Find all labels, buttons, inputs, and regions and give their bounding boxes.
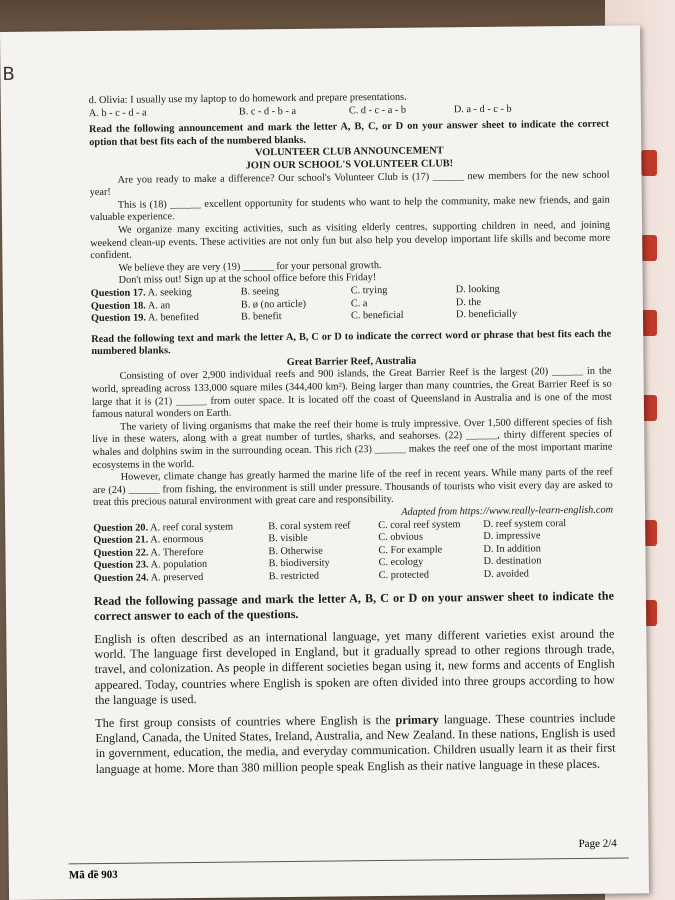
option: D. the (455, 296, 482, 308)
emphasized-word: primary (395, 712, 439, 727)
binder-tab (641, 235, 657, 261)
option: B. ø (no article) (240, 298, 307, 310)
option: C. a (350, 297, 368, 309)
margin-note: B (2, 63, 15, 85)
question-label: Question 19. (90, 312, 146, 325)
section2-paragraph: The variety of living organisms that make the reef their home is truly impressive. Over 1,500 different species of fish live in these waters, along with a great number of turtles, sharks, and seahorses. (22) ______, thirty different species of whales and dolphins swim in the surrounding ocean. This rich (23) ______ makes the reef one of the most important marine ecosystems in the world. (92, 416, 613, 471)
section3-paragraph: English is often described as an international language, yet many different varieties exist around the world. The language first developed in England, but it gradually spread to other regions through trade, travel, and colonization. As people in different societies began using it, new forms and accents of English appeared. Today, countries where English is spoken are often divided into three groups according to how the language is used. (94, 626, 615, 707)
option: B. restricted (268, 570, 320, 583)
option: C. beneficial (350, 309, 404, 322)
option: A. Therefore (150, 546, 204, 559)
option: B. benefit (240, 311, 282, 323)
text-segment: language. These countries include England, Canada, the United States, Ireland, Australia, and New Zealand. In these nations, English is used in government, education, the media, and everyday communication. Children usually learn it as their first language at home. More than 380 million people speak English as their native language in these places. (95, 710, 616, 776)
option: D. avoided (483, 568, 529, 580)
question-label: Question 20. (93, 522, 149, 534)
question-label: Question 23. (93, 559, 149, 572)
section2-paragraph: However, climate change has greatly harmed the marine life of the reef in recent years. While many parts of the reef are (24) ______ from fishing, the environment is still under pressure. Thousands of tourists who visit every day are asked to treat this precious natural environment with great care and responsibility. (92, 466, 613, 509)
section1-title: VOLUNTEER CLUB ANNOUNCEMENT (254, 145, 444, 159)
option: A. benefited (147, 312, 199, 324)
exam-code: Mã đề 903 (68, 868, 118, 882)
option: A. seeking (147, 286, 192, 299)
text-segment: The first group consists of countries where English is the (95, 712, 396, 731)
page-number: Page 2/4 (578, 837, 617, 850)
option: C. protected (378, 569, 430, 582)
question-label: Question 21. (93, 534, 149, 547)
section2-title: Great Barrier Reef, Australia (286, 355, 417, 368)
option: B. c - d - b - a (238, 105, 297, 118)
option: C. coral reef system (378, 518, 461, 531)
section2-paragraph: Consisting of over 2,900 individual reefs and 900 islands, the Great Barrier Reef is the largest (20) ______ in the world, spreading across 133,000 square miles (344,400 km²). Being larger than many countries, the Great Barrier Reef is so large that it is (21) ______ from outer space. It is located off the coast of Queensland in Australia and is one of the most famous natural wonders on Earth. (91, 366, 612, 421)
question-label: Question 24. (93, 572, 149, 585)
section1-paragraph: Are you ready to make a difference? Our school's Volunteer Club is (17) ______ new members for the new school year! (89, 169, 610, 199)
section1-paragraph: We organize many exciting activities, such as visiting elderly centres, supporting children in need, and joining weekend clean-up events. These activities are not only fun but also help you develop important life skills and become more confident. (90, 219, 611, 262)
option: C. ecology (378, 556, 424, 569)
option: B. coral system reef (268, 519, 351, 532)
option: B. Otherwise (268, 545, 323, 557)
option: A. an (147, 299, 171, 311)
option: C. obvious (378, 531, 424, 544)
option: C. For example (378, 544, 443, 556)
section1-subtitle: JOIN OUR SCHOOL'S VOLUNTEER CLUB! (245, 158, 454, 172)
section2-instruction: Read the following text and mark the letter A, B, C or D to indicate the correct word or phrase that best fits each the numbered blanks. (91, 328, 612, 358)
source-credit: Adapted from https://www.really-learn-english.com (401, 504, 614, 518)
binder-tab (641, 310, 657, 336)
binder-tab (641, 150, 657, 176)
option: B. visible (268, 532, 308, 545)
option: C. d - c - a - b (348, 104, 407, 116)
option: D. In addition (483, 543, 541, 555)
exam-page (0, 25, 649, 900)
option: D. impressive (483, 530, 541, 543)
option: D. a - d - c - b (453, 103, 512, 115)
section1-paragraph: This is (18) ______ excellent opportunity for students who want to help the community, make new friends, and gain valuable experience. (89, 194, 610, 224)
page-content (89, 90, 616, 777)
section1-paragraph: Don't miss out! Sign up at the school office before this Friday! (118, 272, 377, 287)
option: B. seeing (240, 285, 280, 298)
question-label: Question 18. (90, 299, 146, 312)
prev-question-line: d. Olivia: I usually use my laptop to do homework and prepare presentations. (88, 91, 407, 107)
question-label: Question 22. (93, 547, 149, 559)
option: A. reef coral system (150, 521, 234, 534)
option: A. preserved (150, 571, 204, 584)
option: D. destination (483, 555, 542, 568)
option: A. population (150, 559, 208, 571)
option: A. b - c - d - a (88, 107, 147, 119)
option: D. reef system coral (483, 517, 567, 530)
option: D. beneficially (455, 308, 518, 321)
section1-instruction: Read the following announcement and mark the letter A, B, C, or D on your answer sheet to indicate the correct option that best fits each of the numbered blanks. (88, 118, 610, 148)
section1-paragraph: We believe they are very (19) ______ for your personal growth. (118, 259, 382, 274)
section3-paragraph (95, 711, 616, 777)
footer-divider (69, 857, 629, 864)
question-label: Question 17. (90, 287, 146, 299)
option: A. enormous (150, 534, 204, 546)
option: B. biodiversity (268, 557, 330, 570)
section3-instruction: Read the following passage and mark the letter A, B, C or D on your answer sheet to indicate the correct answer to each of the questions. (93, 588, 615, 623)
option: D. looking (455, 283, 500, 296)
option: C. trying (350, 284, 388, 297)
